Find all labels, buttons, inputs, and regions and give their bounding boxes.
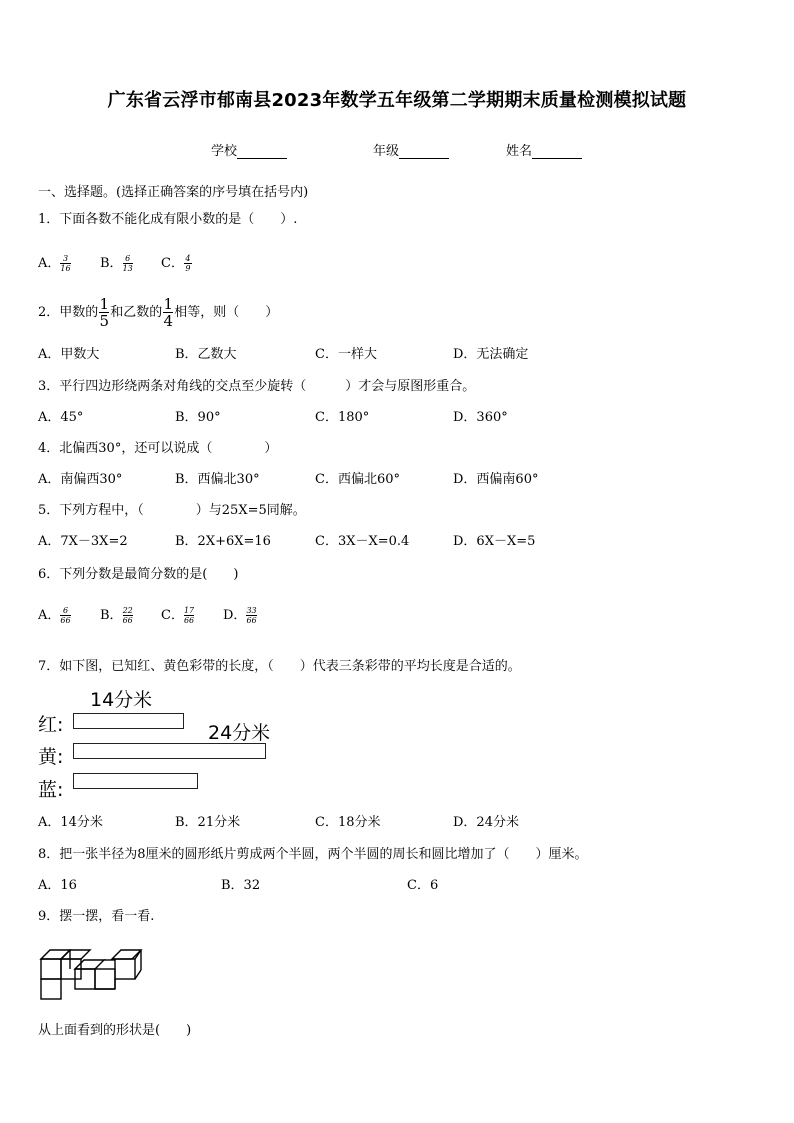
fraction: $\frac{6}{13}$ [122, 254, 133, 273]
section-heading: 一、选择题。(选择正确答案的序号填在括号内) [38, 185, 309, 200]
q7-option-c[interactable]: C．18分米 [315, 815, 381, 830]
page-title: 广东省云浮市郁南县2023年数学五年级第二学期期末质量检测模拟试题 [107, 90, 687, 111]
q4-option-c[interactable]: C．西偏北60° [315, 472, 400, 487]
grade-blank[interactable] [399, 146, 449, 159]
q2-option-d[interactable]: D．无法确定 [453, 347, 529, 362]
yellow-length-label: 24分米 [208, 722, 271, 744]
question-1: 1．下面各数不能化成有限小数的是（ ）. [38, 212, 298, 227]
q3-option-c[interactable]: C．180° [315, 410, 370, 425]
name-label: 姓名 [506, 144, 533, 159]
grade-field [373, 140, 449, 159]
school-blank[interactable] [237, 146, 287, 159]
fraction: $\frac{4}{9}$ [185, 254, 191, 273]
q2-option-c[interactable]: C．一样大 [315, 347, 377, 362]
q4-option-b[interactable]: B．西偏北30° [175, 472, 260, 487]
q5-option-a[interactable]: A．7X－3X=2 [38, 534, 128, 549]
q5-option-c[interactable]: C．3X－X=0.4 [315, 534, 410, 549]
question-8: 8．把一张半径为8厘米的圆形纸片剪成两个半圆，两个半圆的周长和圆比增加了（ ）厘米。 [38, 847, 588, 862]
question-6: 6．下列分数是最简分数的是( ) [38, 567, 239, 582]
name-blank[interactable] [532, 146, 582, 159]
yellow-label: 黄: [38, 746, 64, 768]
q2-option-a[interactable]: A．甲数大 [38, 347, 100, 362]
yellow-ribbon [73, 743, 266, 759]
q4-option-d[interactable]: D．西偏南60° [453, 472, 539, 487]
q8-option-a[interactable]: A．16 [38, 878, 77, 893]
question-9: 9．摆一摆，看一看. [38, 909, 155, 924]
name-field [506, 140, 582, 159]
question-2: 2．甲数的 $\frac{1}{5}$ 和乙数的 $\frac{1}{4}$ 相等，则（ ） [38, 295, 279, 330]
fraction: $\frac{22}{66}$ [122, 606, 133, 625]
q3-option-a[interactable]: A．45° [38, 410, 84, 425]
question-3: 3．平行四边形绕两条对角线的交点至少旋转（ ）才会与原图形重合。 [38, 379, 476, 394]
question-4: 4．北偏西30°，还可以说成（ ） [38, 441, 278, 456]
question-9-sub: 从上面看到的形状是( ) [38, 1023, 192, 1038]
fraction: $\frac{6}{66}$ [60, 606, 71, 625]
blue-label: 蓝: [38, 779, 64, 801]
red-ribbon [73, 713, 184, 729]
q1-option-a[interactable]: A． $\frac{3}{16}$ [38, 254, 71, 273]
q6-option-d[interactable]: D． $\frac{33}{66}$ [223, 606, 257, 625]
q4-option-a[interactable]: A．南偏西30° [38, 472, 123, 487]
q5-option-b[interactable]: B．2X+6X=16 [175, 534, 271, 549]
fraction: $\frac{3}{16}$ [60, 254, 71, 273]
fraction-1-4: $\frac{1}{4}$ [163, 295, 174, 330]
question-5: 5．下列方程中，（ ）与25X=5同解。 [38, 503, 306, 518]
q7-option-a[interactable]: A．14分米 [38, 815, 103, 830]
cube-stack-figure [38, 940, 144, 1004]
red-length-label: 14分米 [90, 689, 153, 711]
school-field [211, 140, 287, 159]
fraction: $\frac{17}{66}$ [183, 606, 195, 625]
q7-option-b[interactable]: B．21分米 [175, 815, 241, 830]
grade-label: 年级 [373, 144, 400, 159]
q2-option-b[interactable]: B．乙数大 [175, 347, 237, 362]
q8-option-c[interactable]: C．6 [407, 878, 439, 893]
q6-option-c[interactable]: C． $\frac{17}{66}$ [161, 606, 195, 625]
school-label: 学校 [211, 144, 238, 159]
blue-ribbon [73, 773, 198, 789]
q3-option-b[interactable]: B．90° [175, 410, 221, 425]
q8-option-b[interactable]: B．32 [221, 878, 261, 893]
q1-option-b[interactable]: B． $\frac{6}{13}$ [100, 254, 133, 273]
q5-option-d[interactable]: D．6X－X=5 [453, 534, 536, 549]
q7-option-d[interactable]: D．24分米 [453, 815, 519, 830]
fraction-1-5: $\frac{1}{5}$ [99, 295, 110, 330]
q6-option-b[interactable]: B． $\frac{22}{66}$ [100, 606, 133, 625]
red-label: 红: [38, 714, 64, 736]
fraction: $\frac{33}{66}$ [246, 606, 257, 625]
question-7: 7．如下图，已知红、黄色彩带的长度，（ ）代表三条彩带的平均长度是合适的。 [38, 659, 521, 674]
q1-option-c[interactable]: C． $\frac{4}{9}$ [161, 254, 191, 273]
q6-option-a[interactable]: A． $\frac{6}{66}$ [38, 606, 71, 625]
q3-option-d[interactable]: D．360° [453, 410, 508, 425]
